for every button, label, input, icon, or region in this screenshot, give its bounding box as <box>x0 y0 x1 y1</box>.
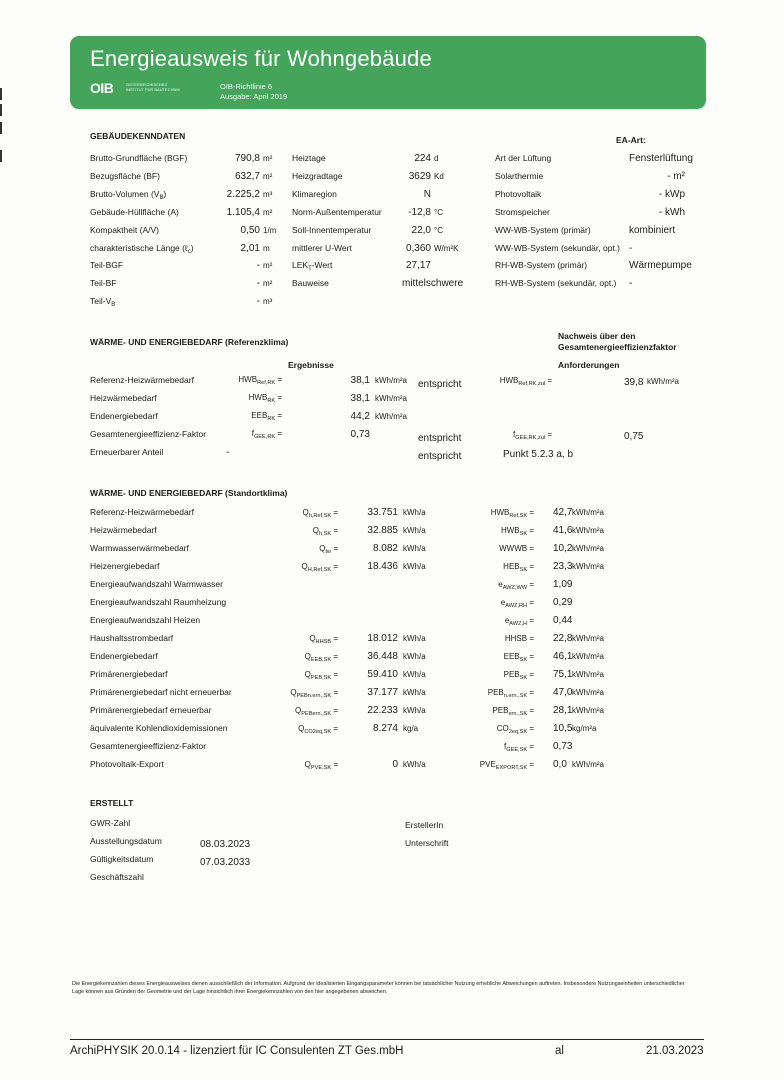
geb-label: Teil-BGF <box>90 260 124 271</box>
erstellt-label: Ausstellungsdatum <box>90 836 162 846</box>
ref-unit: kWh/m²a <box>375 394 407 403</box>
sk-value: 37.177 <box>367 687 398 698</box>
sk-label: Heizenergiebedarf <box>90 561 160 571</box>
sk-unit-specific: kWh/m²a <box>572 544 604 553</box>
geb-value: -12,8 <box>408 206 431 218</box>
sk-unit: kWh/a <box>403 652 426 661</box>
disclaimer-footnote: Die Energiekennzahlen dieses Energieausweises dienen ausschließlich der Information. Aufgrund der idealisierten Eingangsparameter können bei tatsächlicher Nutzung erhebliche Abweichungen auftreten. Insbesondere Nutzungseinheiten unterschiedlicher Lage können aus Gründen der Geometrie und der Lage hinsichtlich ihrer Energiekennzahlen von den hier angegebenen abweichen. <box>72 981 685 995</box>
geb-value: - <box>256 278 260 290</box>
sk-value-specific: 42,7 <box>553 507 573 518</box>
scan-mark <box>0 122 2 134</box>
scan-mark <box>0 150 2 162</box>
sk-value: 18.436 <box>367 561 398 572</box>
geb-value: - <box>256 296 260 308</box>
sk-symbol-specific: $f_{GEE,SK}$ = <box>504 742 534 753</box>
scan-mark <box>0 88 2 100</box>
sk-value: 18.012 <box>367 633 398 644</box>
geb-value: N <box>423 188 431 200</box>
sk-symbol-specific: $HWB_{SK}$ = <box>500 526 534 537</box>
geb-label: Photovoltaik <box>495 188 542 199</box>
sk-unit-specific: kWh/m²a <box>572 760 604 769</box>
guideline-info: OIB-Richtlinie 6 Ausgabe: April 2019 <box>220 82 288 101</box>
geb-label: charakteristische Länge (ℓ$_c$) <box>90 242 194 255</box>
sk-label: Energieaufwandszahl Heizen <box>90 615 201 625</box>
erstellt-value: 08.03.2023 <box>200 839 251 850</box>
geb-label: RH-WB-System (sekundär, opt.) <box>495 278 617 289</box>
sk-value-specific: 10,5 <box>553 723 573 734</box>
ref-unit: kWh/m²a <box>375 412 407 421</box>
geb-value: - <box>256 260 260 272</box>
ergebnisse-heading: Ergebnisse <box>288 360 334 370</box>
geb-label: Bezugsfläche (BF) <box>90 170 160 181</box>
geb-value: - <box>629 242 633 254</box>
section-title-referenz: WÄRME- UND ENERGIEBEDARF (Referenzklima) <box>90 337 289 347</box>
geb-unit: m² <box>263 154 273 163</box>
ea-art-label: EA-Art: <box>616 135 646 145</box>
geb-unit: m² <box>263 279 273 289</box>
geb-label: WW-WB-System (sekundär, opt.) <box>495 242 621 253</box>
sk-label: Warmwasserwärmebedarf <box>90 543 189 553</box>
sk-label: Endenergiebedarf <box>90 651 158 661</box>
ersteller-label: ErstellerIn <box>405 820 444 830</box>
sk-label: Primärenergiebedarf <box>90 669 168 679</box>
sk-unit: kWh/a <box>403 670 426 679</box>
geb-unit: 1/m <box>263 225 277 235</box>
sk-label: äquivalente Kohlendioxidemissionen <box>90 723 228 733</box>
sk-value-specific: 46,1 <box>553 651 573 662</box>
sk-value-specific: 28,1 <box>553 705 573 716</box>
footer-software: ArchiPHYSIK 20.0.14 - lizenziert für IC Consulenten ZT Ges.mbH <box>70 1045 404 1057</box>
sk-symbol: $Q_{h,Ref,SK}$ = <box>302 508 338 519</box>
geb-label: Bauweise <box>292 278 329 289</box>
geb-label: Soll-Innentemperatur <box>292 224 372 235</box>
nachweis-heading: Nachweis über den Gesamtenergieeffizienzfaktor <box>558 331 677 352</box>
sk-label: Energieaufwandszahl Raumheizung <box>90 597 227 607</box>
ref-label: Referenz-Heizwärmebedarf <box>90 375 194 385</box>
geb-label: Art der Lüftung <box>495 153 552 163</box>
geb-label: Teil-BF <box>90 278 117 289</box>
geb-label: Norm-Außentemperatur <box>292 206 382 217</box>
sk-unit: kWh/a <box>403 526 426 535</box>
sk-unit: kWh/a <box>403 688 426 697</box>
sk-unit: kWh/a <box>403 544 426 553</box>
geb-value: - kWh <box>658 206 685 218</box>
geb-label: WW-WB-System (primär) <box>495 224 591 235</box>
ref-requirement-value: 39,8 <box>624 377 644 388</box>
sk-label: Primärenergiebedarf nicht erneuerbar <box>90 687 232 697</box>
ref-status: entspricht <box>418 433 462 444</box>
ref-value: 38,1 <box>350 375 370 386</box>
section-title-gebaeude: GEBÄUDEKENNDATEN <box>90 131 186 141</box>
geb-value: 22,0 <box>411 224 431 236</box>
footer-divider <box>70 1039 704 1040</box>
sk-value-specific: 41,6 <box>553 525 573 536</box>
geb-value: 632,7 <box>234 170 260 182</box>
ref-status: entspricht <box>418 451 462 462</box>
sk-symbol-specific: HHSB = <box>504 634 534 643</box>
ref-requirement-text: Punkt 5.2.3 a, b <box>503 449 574 460</box>
sk-symbol: $Q_{HHSB}$ = <box>309 634 338 645</box>
sk-unit-specific: kWh/m²a <box>572 634 604 643</box>
oib-logo-caption: ÖSTERREICHISCHES INSTITUT FÜR BAUTECHNIK <box>126 82 181 92</box>
sk-symbol-specific: $PVE_{EXPORT,SK}$ = <box>479 760 534 771</box>
ref-value: 0,73 <box>350 429 370 440</box>
geb-label: mittlerer U-Wert <box>292 242 352 253</box>
geb-label: Heizgradtage <box>292 170 343 181</box>
geb-unit: m <box>263 243 270 253</box>
geb-value: 2.225,2 <box>226 188 260 200</box>
geb-label: RH-WB-System (primär) <box>495 260 588 271</box>
geb-unit: m² <box>263 171 273 181</box>
sk-symbol: $Q_{tw}$ = <box>319 544 338 555</box>
geb-value: 2,01 <box>240 242 260 254</box>
document-title: Energieausweis für Wohngebäude <box>90 46 432 71</box>
sk-unit: kWh/a <box>403 562 426 571</box>
geb-unit: d <box>434 154 439 163</box>
sk-unit-specific: kWh/m²a <box>572 670 604 679</box>
sk-value-specific: 75,1 <box>553 669 573 680</box>
geb-label: Kompaktheit (A/V) <box>90 224 159 235</box>
anforderungen-heading: Anforderungen <box>558 360 620 370</box>
geb-label: Heiztage <box>292 153 326 163</box>
geb-value: - kWp <box>658 188 685 200</box>
geb-label: Brutto-Volumen $(V_B)$ <box>90 188 167 201</box>
geb-label: $LEK_T$-Wert <box>292 260 333 273</box>
geb-label: Gebäude-Hüllfläche (A) <box>90 206 179 217</box>
geb-value: 224 <box>414 153 431 164</box>
geb-unit: °C <box>434 225 443 235</box>
sk-symbol: $Q_{PVE,SK}$ = <box>304 760 338 771</box>
ref-unit: kWh/m²a <box>375 376 407 385</box>
geb-unit: W/m²K <box>434 243 459 253</box>
geb-unit: m³ <box>263 189 273 199</box>
section-title-erstellt: ERSTELLT <box>90 798 134 808</box>
sk-symbol: $Q_{EEB,SK}$ = <box>304 652 338 663</box>
unterschrift-label: Unterschrift <box>405 838 449 848</box>
geb-value: 790,8 <box>234 153 260 164</box>
sk-unit-specific: kWh/m²a <box>572 526 604 535</box>
ref-status: entspricht <box>418 379 462 390</box>
ref-label: Erneuerbarer Anteil <box>90 447 164 457</box>
geb-unit: m² <box>263 207 273 217</box>
sk-value-specific: 0,29 <box>553 597 573 608</box>
sk-symbol: $Q_{H,Ref,SK}$ = <box>301 562 338 573</box>
section-title-standort: WÄRME- UND ENERGIEBEDARF (Standortklima) <box>90 488 288 498</box>
geb-value: 27,17 <box>405 260 431 272</box>
geb-value: Wärmepumpe <box>629 260 692 272</box>
sk-value: 22.233 <box>367 705 398 716</box>
sk-label: Primärenergiebedarf erneuerbar <box>90 705 212 715</box>
sk-value: 59.410 <box>367 669 398 680</box>
geb-value: kombiniert <box>629 224 676 236</box>
sk-unit: kWh/a <box>403 508 426 517</box>
ref-symbol: $HWB_{Ref,RK}$ = <box>238 375 282 386</box>
sk-unit-specific: kWh/m²a <box>572 508 604 517</box>
sk-unit: kWh/a <box>403 760 426 769</box>
ref-symbol: $f_{GEE,RK}$ = <box>251 429 282 440</box>
sk-label: Heizwärmebedarf <box>90 525 157 535</box>
sk-unit-specific: kg/m²a <box>572 724 597 733</box>
sk-symbol: $Q_{h,SK}$ = <box>312 526 338 537</box>
ref-symbol: $EEB_{RK}$ = <box>251 411 282 422</box>
geb-unit: °C <box>434 207 443 217</box>
sk-symbol-specific: $e_{AWZ,RH}$ = <box>500 598 534 609</box>
sk-label: Haushaltsstrombedarf <box>90 633 174 643</box>
geb-value: 0,50 <box>240 224 260 236</box>
ref-requirement-symbol: $HWB_{Ref,RK,zul}$ = <box>499 376 552 387</box>
ref-label: Heizwärmebedarf <box>90 393 157 403</box>
geb-label: Klimaregion <box>292 188 337 199</box>
sk-symbol: $Q_{PEBn.ern.,SK}$ = <box>290 688 338 699</box>
geb-value: - m² <box>667 170 685 182</box>
sk-label: Energieaufwandszahl Warmwasser <box>90 579 223 589</box>
sk-symbol: $Q_{PEBern.,SK}$ = <box>295 706 338 717</box>
sk-value: 0 <box>392 759 398 770</box>
ref-value: 44,2 <box>350 411 370 422</box>
sk-value-specific: 0,0 <box>553 759 567 770</box>
header-banner <box>70 36 706 109</box>
sk-symbol: $Q_{CO2eq,SK}$ = <box>298 724 338 735</box>
ref-symbol: $HWB_{RK}$ = <box>248 393 282 404</box>
geb-label: Teil-$V_B$ <box>90 296 116 309</box>
sk-symbol-specific: $HEB_{SK}$ = <box>503 562 534 573</box>
erstellt-label: Gültigkeitsdatum <box>90 854 154 864</box>
sk-value-specific: 47,0 <box>553 687 573 698</box>
geb-value: 1.105,4 <box>226 206 260 218</box>
ref-requirement-symbol: $f_{GEE,RK,zul}$ = <box>513 430 552 441</box>
ref-value: 38,1 <box>350 393 370 404</box>
geb-unit: m² <box>263 261 273 271</box>
sk-label: Referenz-Heizwärmebedarf <box>90 507 194 517</box>
sk-value: 32.885 <box>367 525 398 536</box>
geb-unit: m³ <box>263 297 273 307</box>
sk-value-specific: 10,2 <box>553 543 573 554</box>
ref-requirement-unit: kWh/m²a <box>647 377 679 386</box>
sk-value: 8.082 <box>372 543 398 554</box>
geb-label: Solarthermie <box>495 170 544 181</box>
sk-unit-specific: kWh/m²a <box>572 688 604 697</box>
sk-unit: kWh/a <box>403 706 426 715</box>
sk-symbol-specific: WWWB = <box>499 544 534 553</box>
erstellt-label: GWR-Zahl <box>90 818 131 828</box>
geb-label: Stromspeicher <box>495 206 550 217</box>
sk-symbol-specific: $HWB_{Ref,SK}$ = <box>490 508 534 519</box>
sk-symbol-specific: $PEB_{ern.,SK}$ = <box>492 706 534 717</box>
sk-symbol-specific: $EEB_{SK}$ = <box>503 652 534 663</box>
ref-requirement-value: 0,75 <box>624 431 644 442</box>
ref-value: - <box>226 447 230 458</box>
footer-initials: al <box>555 1045 564 1057</box>
sk-symbol-specific: $CO_{2eq,SK}$ = <box>496 724 534 735</box>
sk-value: 33.751 <box>367 507 398 518</box>
geb-value: 3629 <box>408 170 431 182</box>
sk-value-specific: 23,3 <box>553 561 573 572</box>
sk-value-specific: 1,09 <box>553 579 573 590</box>
sk-value-specific: 22,8 <box>553 633 573 644</box>
sk-symbol-specific: $PEB_{n.ern.,SK}$ = <box>487 688 534 699</box>
ref-label: Endenergiebedarf <box>90 411 158 421</box>
ref-label: Gesamtenergieeffizienz-Faktor <box>90 429 207 439</box>
geb-value: 0,360 <box>405 242 431 254</box>
erstellt-value: 07.03.2033 <box>200 857 251 868</box>
sk-label: Gesamtenergieeffizienz-Faktor <box>90 741 207 751</box>
sk-unit: kWh/a <box>403 634 426 643</box>
erstellt-label: Geschäftszahl <box>90 872 144 882</box>
sk-value: 8.274 <box>372 723 398 734</box>
sk-unit: kg/a <box>403 724 419 733</box>
sk-value-specific: 0,44 <box>553 615 573 626</box>
sk-symbol-specific: $e_{AWZ,WW}$ = <box>498 580 534 591</box>
geb-value: - <box>629 278 633 290</box>
sk-unit-specific: kWh/m²a <box>572 706 604 715</box>
sk-symbol-specific: $PEB_{SK}$ = <box>503 670 534 681</box>
scan-mark <box>0 104 2 116</box>
geb-value: Fensterlüftung <box>629 153 693 164</box>
geb-label: Brutto-Grundfläche (BGF) <box>90 153 188 163</box>
sk-unit-specific: kWh/m²a <box>572 652 604 661</box>
footer-date: 21.03.2023 <box>646 1045 704 1057</box>
geb-value: mittelschwere <box>402 278 464 290</box>
sk-unit-specific: kWh/m²a <box>572 562 604 571</box>
sk-value: 36.448 <box>367 651 398 662</box>
oib-logo: OIB <box>90 80 114 96</box>
sk-symbol-specific: $e_{AWZ,H}$ = <box>504 616 534 627</box>
sk-label: Photovoltaik-Export <box>90 759 164 769</box>
geb-unit: Kd <box>434 171 444 181</box>
sk-value-specific: 0,73 <box>553 741 573 752</box>
sk-symbol: $Q_{PEB,SK}$ = <box>304 670 338 681</box>
